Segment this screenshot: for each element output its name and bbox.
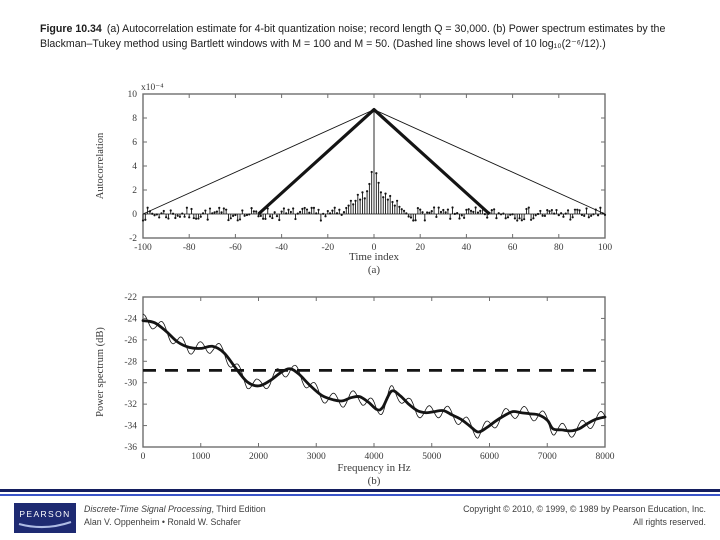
svg-text:3000: 3000 — [306, 452, 326, 462]
plot-box — [143, 297, 605, 447]
svg-text:-20: -20 — [321, 243, 335, 253]
book-info — [84, 503, 266, 528]
svg-text:-36: -36 — [124, 443, 137, 453]
svg-text:Time index: Time index — [348, 251, 400, 263]
svg-text:-32: -32 — [124, 400, 137, 411]
series-m100-thin — [143, 314, 605, 438]
book-edition: , Third Edition — [211, 504, 266, 514]
svg-text:-80: -80 — [182, 243, 196, 253]
svg-text:-26: -26 — [124, 335, 137, 346]
svg-text:0: 0 — [140, 452, 146, 462]
svg-text:-28: -28 — [124, 357, 137, 368]
svg-text:Frequency in Hz: Frequency in Hz — [337, 462, 411, 474]
svg-text:4: 4 — [132, 162, 137, 172]
power-spectrum-chart — [85, 284, 625, 488]
series-m50-thick — [143, 321, 605, 432]
slide-footer — [0, 489, 720, 540]
footer-content — [0, 496, 720, 540]
svg-text:-24: -24 — [124, 314, 137, 325]
svg-text:0: 0 — [132, 210, 137, 220]
svg-text:0: 0 — [371, 243, 377, 253]
svg-text:-34: -34 — [124, 421, 137, 432]
svg-text:10: 10 — [127, 90, 137, 100]
svg-text:-30: -30 — [124, 378, 137, 389]
figure-caption — [40, 22, 690, 51]
svg-text:80: 80 — [554, 243, 564, 253]
svg-text:6: 6 — [132, 138, 137, 148]
svg-text:8000: 8000 — [595, 452, 615, 462]
x-axis-ticks — [134, 94, 612, 253]
copyright-line1: Copyright © 2010, © 1999, © 1989 by Pearson Education, Inc. — [463, 504, 706, 514]
autocorrelation-chart — [85, 82, 625, 284]
pearson-logo — [14, 503, 76, 533]
svg-text:(b): (b) — [367, 475, 381, 487]
svg-text:60: 60 — [507, 243, 518, 253]
book-title-line — [84, 503, 266, 516]
book-title: Discrete-Time Signal Processing — [84, 504, 212, 514]
copyright-line2: All rights reserved. — [633, 516, 706, 527]
svg-text:4000: 4000 — [364, 452, 384, 462]
svg-text:20: 20 — [415, 243, 425, 253]
svg-text:-60: -60 — [229, 243, 242, 253]
svg-text:-100: -100 — [134, 243, 152, 253]
y-axis-ticks — [124, 293, 605, 453]
caption-text: (a) Autocorrelation estimate for 4-bit quantization noise; record length Q = 30,000. (b) Power spectrum estimates by the Blackman–Tukey method using Bartlett windows with M = 100 and M = 50. (Dashed line shows level of 10 log₁₀(2⁻⁶/12).) — [40, 23, 666, 50]
svg-text:-40: -40 — [275, 243, 288, 253]
svg-text:(a): (a) — [367, 264, 381, 276]
svg-text:2000: 2000 — [249, 452, 268, 462]
pearson-logo-text: PEARSON — [19, 509, 71, 519]
svg-text:x10⁻⁴: x10⁻⁴ — [141, 83, 164, 93]
x-axis-ticks — [141, 297, 615, 462]
svg-text:-22: -22 — [124, 293, 137, 303]
svg-text:Autocorrelation: Autocorrelation — [95, 132, 106, 200]
book-authors: Alan V. Oppenheim • Ronald W. Schafer — [84, 516, 241, 527]
svg-text:7000: 7000 — [537, 452, 557, 462]
svg-text:6000: 6000 — [480, 452, 499, 462]
copyright-block — [463, 503, 706, 528]
svg-text:-2: -2 — [129, 234, 137, 244]
stem-series — [142, 109, 606, 222]
svg-text:40: 40 — [461, 243, 472, 253]
figure-number: Figure 10.34 — [40, 23, 102, 35]
svg-text:5000: 5000 — [422, 452, 442, 462]
svg-text:100: 100 — [597, 243, 613, 253]
svg-text:2: 2 — [132, 186, 137, 196]
svg-text:Power spectrum (dB): Power spectrum (dB) — [95, 327, 106, 417]
svg-text:1000: 1000 — [191, 452, 211, 462]
svg-text:8: 8 — [132, 114, 137, 124]
